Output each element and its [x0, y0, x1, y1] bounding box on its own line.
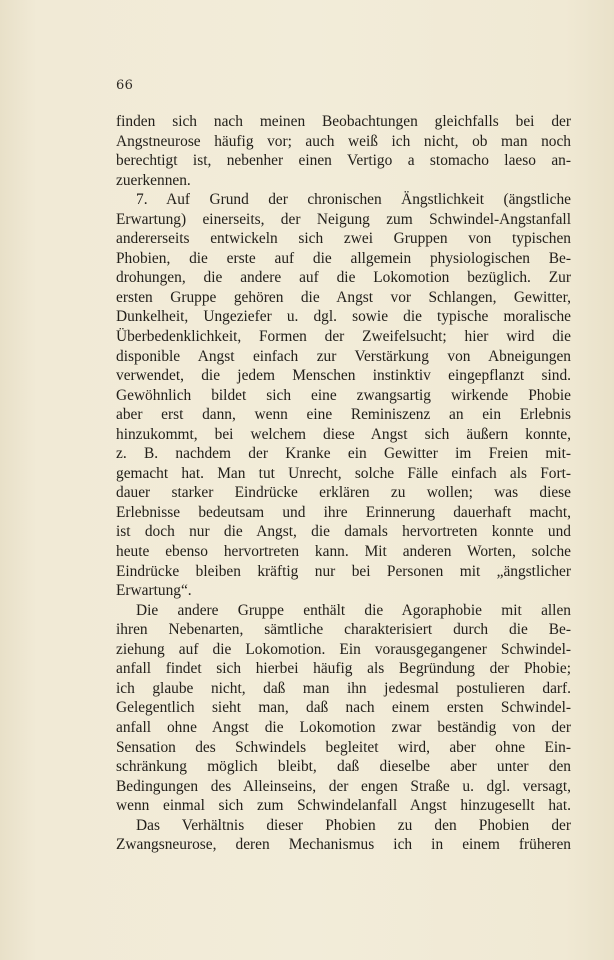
text-line: zuerkennen.	[116, 171, 191, 189]
text-line: Dunkelheit, Ungeziefer u. dgl. sowie die typische moralische	[116, 308, 571, 326]
body-text	[116, 112, 571, 855]
text-line: wenn einmal sich zum Schwindelanfall Angst hinzugesellt hat.	[116, 797, 571, 815]
page-number: 66	[116, 78, 134, 93]
text-line: heute ebenso hervortreten kann. Mit anderen Worten, solche	[116, 543, 571, 561]
text-line: dauer starker Eindrücke erklären zu wollen; was diese	[116, 484, 571, 502]
text-line: Zwangsneurose, deren Mechanismus ich in einem früheren	[116, 836, 571, 854]
text-line: Sensation des Schwindels begleitet wird, aber ohne Ein-	[116, 738, 571, 756]
text-line: z. B. nachdem der Kranke ein Gewitter im Freien mit-	[116, 445, 571, 463]
text-line: Erwartung) einerseits, der Neigung zum Schwindel-Angstanfall	[116, 210, 571, 228]
text-line: Phobien, die erste auf die allgemein physiologischen Be-	[116, 249, 571, 267]
text-line: ihren Nebenarten, sämtliche charakterisiert durch die Be-	[116, 621, 571, 639]
text-line: Gelegentlich sieht man, daß nach einem ersten Schwindel-	[116, 699, 571, 717]
text-line: ich glaube nicht, daß man ihn jedesmal postulieren darf.	[116, 679, 571, 697]
text-line: Angstneurose häufig vor; auch weiß ich nicht, ob man noch	[116, 132, 571, 150]
text-line: anfall ohne Angst die Lokomotion zwar beständig von der	[116, 718, 571, 736]
text-line: Überbedenklichkeit, Formen der Zweifelsucht; hier wird die	[116, 328, 571, 346]
text-line: disponible Angst einfach zur Verstärkung von Abneigungen	[116, 347, 571, 365]
text-line: gemacht hat. Man tut Unrecht, solche Fälle einfach als Fort-	[116, 464, 571, 482]
text-line: aber erst dann, wenn eine Reminiszenz an ein Erlebnis	[116, 406, 571, 424]
text-line: Das Verhältnis dieser Phobien zu den Phobien der	[136, 816, 571, 834]
text-line: Gewöhnlich bildet sich eine zwangsartig wirkende Phobie	[116, 386, 571, 404]
text-line: Bedingungen des Alleinseins, der engen Straße u. dgl. versagt,	[116, 777, 571, 795]
text-line: ist doch nur die Angst, die damals hervortreten konnte und	[116, 523, 571, 541]
text-line: ersten Gruppe gehören die Angst vor Schlangen, Gewitter,	[116, 288, 571, 306]
text-line: 7. Auf Grund der chronischen Ängstlichkeit (ängstliche	[136, 191, 571, 209]
text-line: verwendet, die jedem Menschen instinktiv eingepflanzt sind.	[116, 367, 571, 385]
text-line: Eindrücke bleiben kräftig nur bei Personen mit „ängstlicher	[116, 562, 571, 580]
text-line: schränkung möglich bleibt, daß dieselbe aber unter den	[116, 758, 571, 776]
text-line: berechtigt ist, nebenher einen Vertigo a stomacho laeso an-	[116, 152, 571, 170]
text-line: finden sich nach meinen Beobachtungen gleichfalls bei der	[116, 113, 571, 130]
text-line: Die andere Gruppe enthält die Agoraphobie mit allen	[136, 601, 571, 619]
text-line: andererseits entwickeln sich zwei Gruppen von typischen	[116, 230, 571, 248]
text-line: Erlebnisse bedeutsam und ihre Erinnerung dauerhaft macht,	[116, 503, 571, 521]
text-line: anfall findet sich hierbei häufig als Begründung der Phobie;	[116, 660, 571, 678]
text-line: hinzukommt, bei welchem diese Angst sich äußern konnte,	[116, 425, 571, 443]
text-line: Erwartung“.	[116, 582, 192, 600]
text-line: drohungen, die andere auf die Lokomotion bezüglich. Zur	[116, 269, 571, 287]
text-line: ziehung auf die Lokomotion. Ein vorausgegangener Schwindel-	[116, 640, 571, 658]
